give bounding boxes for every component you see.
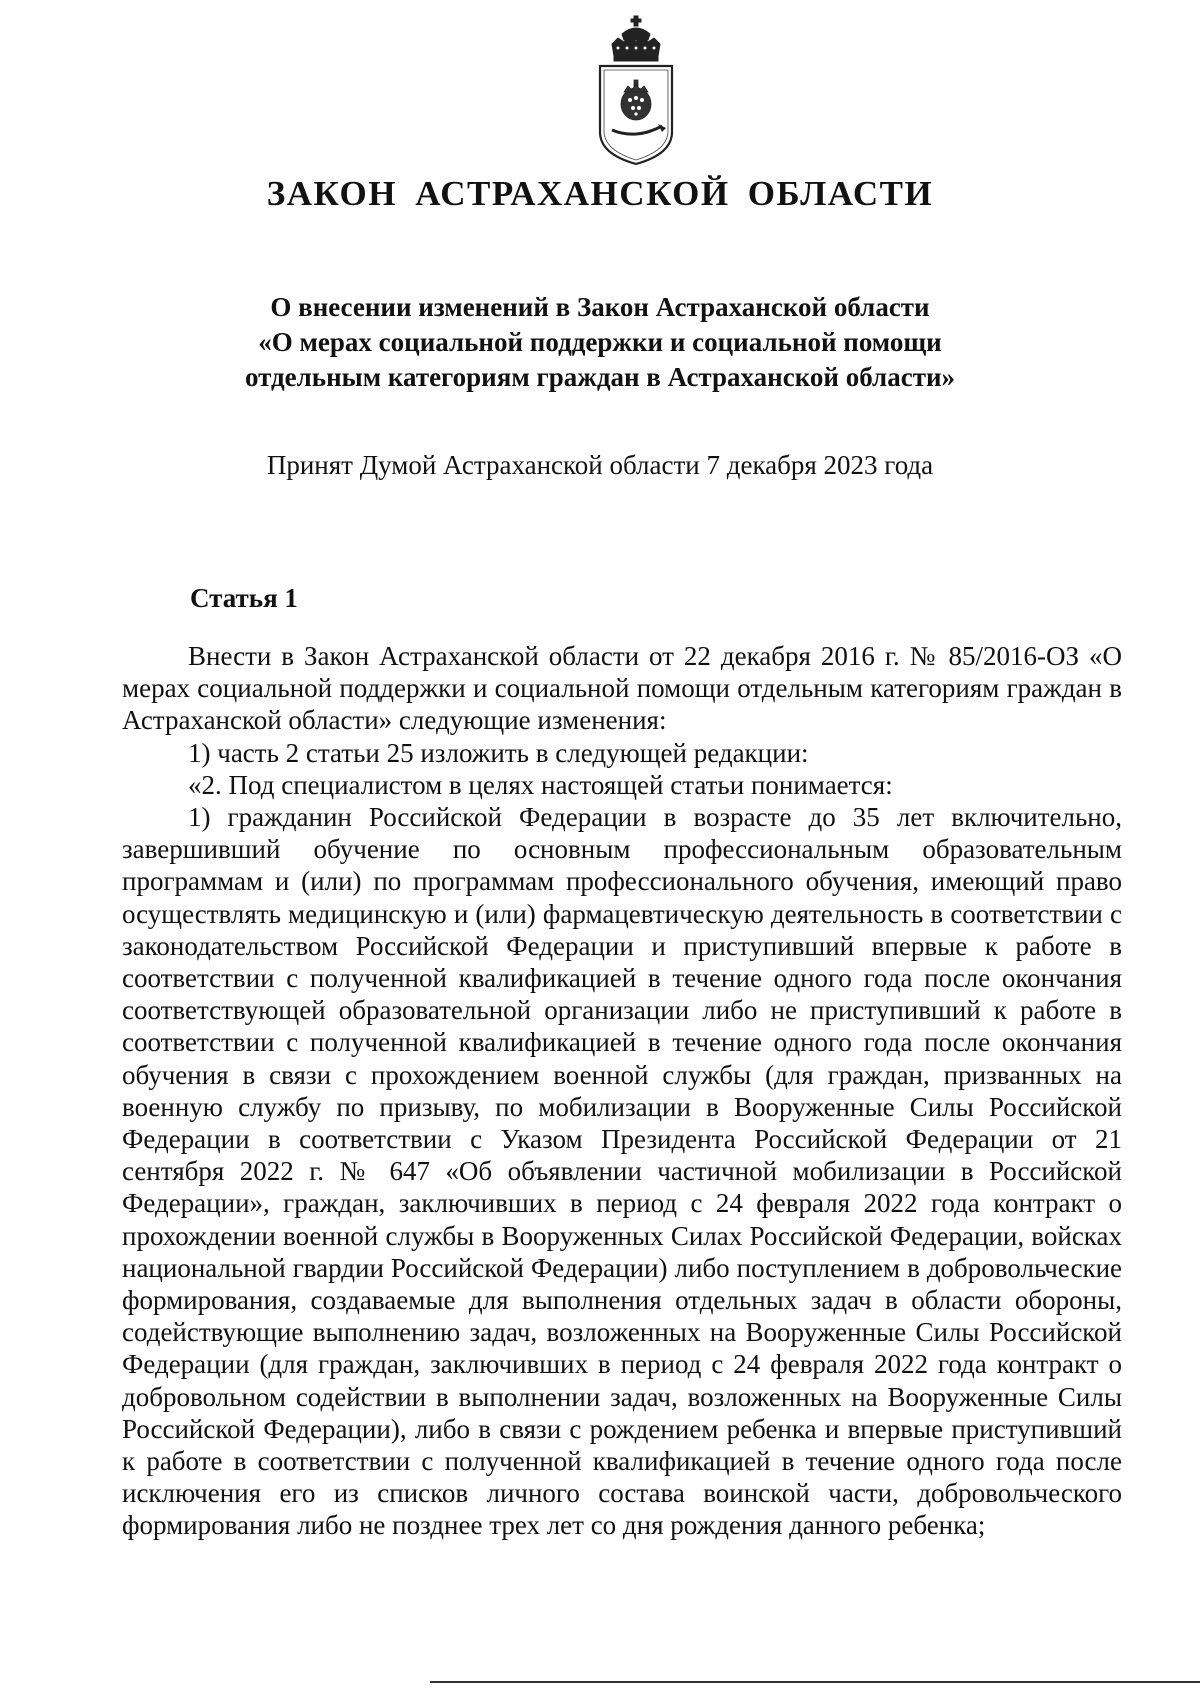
subtitle-line: О внесении изменений в Закон Астраханской области <box>270 292 930 322</box>
astrakhan-coat-of-arms-icon <box>592 14 680 166</box>
article-body <box>122 640 1122 1542</box>
law-subtitle <box>0 290 1200 395</box>
subtitle-line: отдельным категориям граждан в Астраханской области» <box>244 362 956 392</box>
subtitle-line: «О мерах социальной поддержки и социальной помощи <box>258 327 942 357</box>
law-title: ЗАКОН АСТРАХАНСКОЙ ОБЛАСТИ <box>266 174 934 213</box>
page-bottom-divider <box>430 1681 1200 1683</box>
paragraph: 1) часть 2 статьи 25 изложить в следующей редакции: <box>188 737 809 768</box>
article-heading: Статья 1 <box>190 583 298 613</box>
paragraph: Внести в Закон Астраханской области от 22 декабря 2016 г. № 85/2016-ОЗ «О мерах социальной поддержки и социальной помощи отдельным категориям граждан в Астраханской области» следующие изменения: <box>122 641 1122 736</box>
adoption-note: Принят Думой Астраханской области 7 декабря 2023 года <box>266 450 934 480</box>
paragraph: «2. Под специалистом в целях настоящей статьи понимается: <box>188 769 893 800</box>
paragraph: 1) гражданин Российской Федерации в возрасте до 35 лет включительно, завершивший обучение по основным профессиональным образовательным программам и (или) по программам профессионального обучения, имеющий право осуществлять медицинскую и (или) фармацевтическую деятельность в соответствии с законодательством Российской Федерации и приступивший впервые к работе в соответствии с полученной квалификацией в течение одного года после окончания соответствующей образовательной организации либо не приступивший к работе в соответствии с полученной квалификацией в течение одного года после окончания обучения в связи с прохождением военной службы (для граждан, призванных на военную службу по призыву, по мобилизации в Вооруженные Силы Российской Федерации в соответствии с Указом Президента Российской Федерации от 21 сентября 2022 г. № 647 «Об объявлении частичной мобилизации в Российской Федерации», граждан, заключивших в период с 24 февраля 2022 года контракт о прохождении военной службы в Вооруженных Силах Российской Федерации, войсках национальной гвардии Российской Федерации) либо поступлением в добровольческие формирования, создаваемые для выполнения отдельных задач в области обороны, содействующие выполнению задач, возложенных на Вооруженные Силы Российской Федерации (для граждан, заключивших в период с 24 февраля 2022 года контракт о добровольном содействии в выполнении задач, возложенных на Вооруженные Силы Российской Федерации), либо в связи с рождением ребенка и впервые приступивший к работе в соответствии с полученной квалификацией в течение одного года после исключения его из списков личного состава воинской части, добровольческого формирования либо не позднее трех лет со дня рождения данного ребенка; <box>122 802 1122 1541</box>
